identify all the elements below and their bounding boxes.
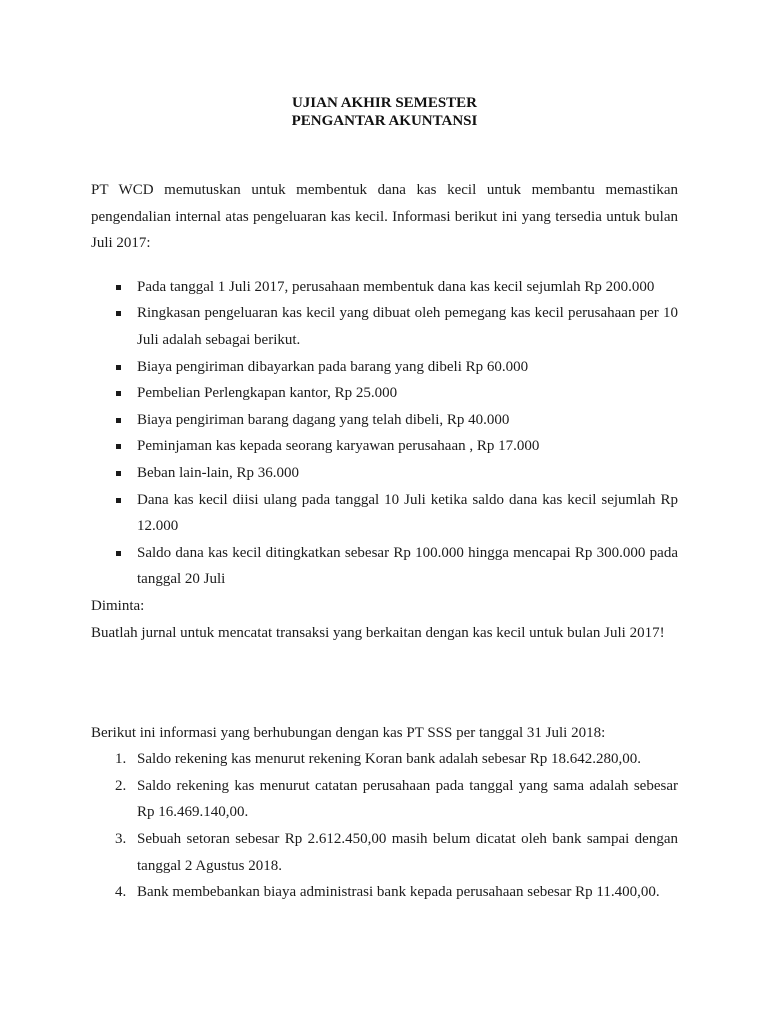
list-item-number: 4. <box>115 884 127 901</box>
case-1-information-list <box>91 274 678 593</box>
list-item <box>91 354 678 381</box>
requirement-text: Buatlah jurnal untuk mencatat transaksi yang berkaitan dengan kas kecil untuk bulan Juli 2017! <box>91 624 665 641</box>
list-item-text: Saldo dana kas kecil ditingkatkan sebesar Rp 100.000 hingga mencapai Rp 300.000 pada tanggal 20 Juli <box>137 544 678 588</box>
list-item <box>91 433 678 460</box>
list-item-text: Saldo rekening kas menurut rekening Koran bank adalah sebesar Rp 18.642.280,00. <box>137 751 642 768</box>
list-item-text: Sebuah setoran sebesar Rp 2.612.450,00 masih belum dicatat oleh bank sampai dengan tanggal 2 Agustus 2018. <box>137 830 678 874</box>
list-item <box>91 487 678 540</box>
list-item <box>91 407 678 434</box>
square-bullet-icon <box>116 285 121 290</box>
list-item <box>91 540 678 593</box>
case-1-intro-paragraph: PT WCD memutuskan untuk membentuk dana kas kecil untuk membantu memastikan pengendalian internal atas pengeluaran kas kecil. Informasi berikut ini yang tersedia untuk bulan Juli 2017: <box>91 182 678 252</box>
list-item-text: Dana kas kecil diisi ulang pada tanggal 10 Juli ketika saldo dana kas kecil sejumlah Rp 12.000 <box>137 491 678 535</box>
list-item <box>91 300 678 353</box>
square-bullet-icon <box>116 391 121 396</box>
list-item-text: Peminjaman kas kepada seorang karyawan perusahaan , Rp 17.000 <box>137 438 540 455</box>
list-item-number: 1. <box>115 751 127 768</box>
list-item-text: Saldo rekening kas menurut catatan perusahaan pada tanggal yang sama adalah sebesar Rp 16.469.140,00. <box>137 777 678 821</box>
list-item-number: 2. <box>115 777 127 794</box>
square-bullet-icon <box>116 444 121 449</box>
square-bullet-icon <box>116 498 121 503</box>
square-bullet-icon <box>116 471 121 476</box>
case-2-information-list <box>91 746 678 906</box>
list-item <box>91 773 678 826</box>
list-item-text: Ringkasan pengeluaran kas kecil yang dibuat oleh pemegang kas kecil perusahaan per 10 Juli adalah sebagai berikut. <box>137 305 678 348</box>
square-bullet-icon <box>116 418 121 423</box>
list-item <box>91 826 678 879</box>
square-bullet-icon <box>116 551 121 556</box>
list-item-text: Bank membebankan biaya administrasi bank kepada perusahaan sebesar Rp 11.400,00. <box>137 884 660 901</box>
square-bullet-icon <box>116 311 121 316</box>
list-item <box>91 746 678 773</box>
case-2-intro-paragraph: Berikut ini informasi yang berhubungan dengan kas PT SSS per tanggal 31 Juli 2018: <box>91 724 606 741</box>
list-item <box>91 274 678 301</box>
document-body <box>91 94 678 906</box>
list-item-text: Pada tanggal 1 Juli 2017, perusahaan membentuk dana kas kecil sejumlah Rp 200.000 <box>137 278 655 295</box>
list-item <box>91 460 678 487</box>
title-line-1: UJIAN AKHIR SEMESTER <box>291 95 478 111</box>
list-item-number: 3. <box>115 830 127 847</box>
list-item-text: Biaya pengiriman barang dagang yang telah dibeli, Rp 40.000 <box>137 411 510 428</box>
list-item <box>91 879 678 906</box>
title-line-2: PENGANTAR AKUNTANSI <box>291 113 478 129</box>
requirement-label: Diminta: <box>91 597 145 614</box>
square-bullet-icon <box>116 365 121 370</box>
list-item <box>91 380 678 407</box>
exam-title <box>91 94 678 130</box>
list-item-text: Beban lain-lain, Rp 36.000 <box>137 464 300 481</box>
list-item-text: Pembelian Perlengkapan kantor, Rp 25.000 <box>137 385 398 402</box>
list-item-text: Biaya pengiriman dibayarkan pada barang yang dibeli Rp 60.000 <box>137 358 529 375</box>
